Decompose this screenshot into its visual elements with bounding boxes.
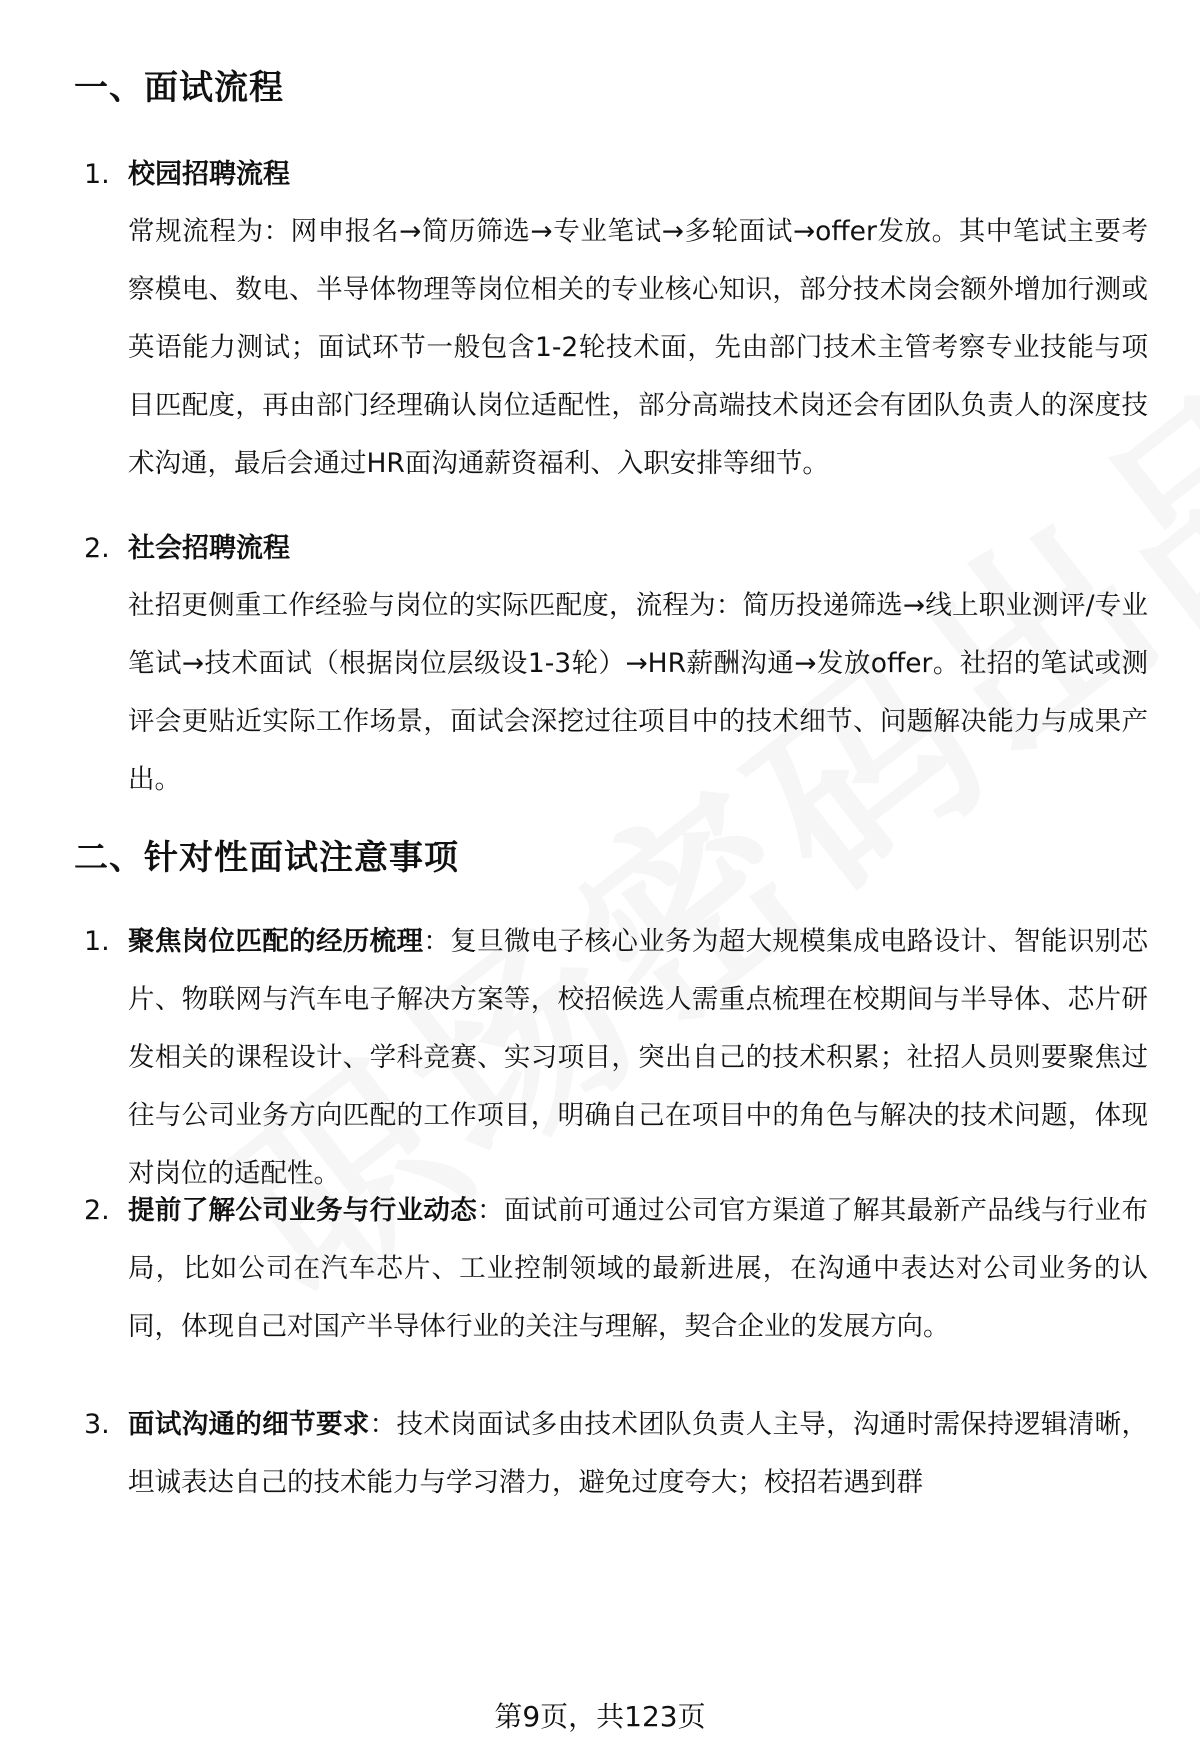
item-body-campus-recruitment: 常规流程为：网申报名→简历筛选→专业笔试→多轮面试→offer发放。其中笔试主要考察模电、数电、半导体物理等岗位相关的专业核心知识，部分技术岗会额外增加行测或英语能力测试；面试环节一般包含1-2轮技术面，先由部门技术主管考察专业技能与项目匹配度，再由部门经理确认岗位适配性，部分高端技术岗还会有团队负责人的深度技术沟通，最后会通过HR面沟通薪资福利、入职安排等细节。	[128, 216, 1148, 479]
page-footer: 第9页，共123页	[494, 1700, 706, 1733]
item-body-note-2	[128, 1182, 1148, 1356]
item-title-campus-recruitment: 校园招聘流程	[128, 159, 290, 190]
item-text-note-3: ：技术岗面试多由技术团队负责人主导，沟通时需保持逻辑清晰，坦诚表达自己的技术能力与学习潜力，避免过度夸大；校招若遇到群	[128, 1409, 1149, 1498]
item-lead-note-2: 提前了解公司业务与行业动态	[128, 1195, 478, 1226]
item-text-note-1: ：复旦微电子核心业务为超大规模集成电路设计、智能识别芯片、物联网与汽车电子解决方案等，校招候选人需重点梳理在校期间与半导体、芯片研发相关的课程设计、学科竞赛、实习项目，突出自己的技术积累；社招人员则要聚焦过往与公司业务方向匹配的工作项目，明确自己在项目中的角色与解决的技术问题，体现对岗位的适配性。	[128, 926, 1149, 1189]
item-body-social-recruitment: 社招更侧重工作经验与岗位的实际匹配度，流程为：简历投递筛选→线上职业测评/专业笔试→技术面试（根据岗位层级设1-3轮）→HR薪酬沟通→发放offer。社招的笔试或测评会更贴近实际工作场景，面试会深挖过往项目中的技术细节、问题解决能力与成果产出。	[128, 590, 1148, 795]
item-title-social-recruitment: 社会招聘流程	[128, 533, 290, 564]
item-body-note-1	[128, 913, 1148, 1203]
list-item-number: 2.	[84, 1195, 110, 1226]
item-lead-note-3: 面试沟通的细节要求	[128, 1409, 370, 1440]
item-lead-note-1: 聚焦岗位匹配的经历梳理	[128, 926, 424, 957]
item-body-note-3	[128, 1396, 1148, 1512]
item-text-note-2: ：面试前可通过公司官方渠道了解其最新产品线与行业布局，比如公司在汽车芯片、工业控制领域的最新进展，在沟通中表达对公司业务的认同，体现自己对国产半导体行业的关注与理解，契合企业的发展方向。	[128, 1195, 1149, 1342]
section-heading-interview-notes: 二、针对性面试注意事项	[74, 838, 459, 878]
list-item-number: 3.	[84, 1409, 110, 1440]
list-item-number: 1.	[84, 926, 110, 957]
list-item-number: 2.	[84, 533, 110, 564]
section-heading-interview-process: 一、面试流程	[74, 68, 284, 108]
list-item-number: 1.	[84, 159, 110, 190]
